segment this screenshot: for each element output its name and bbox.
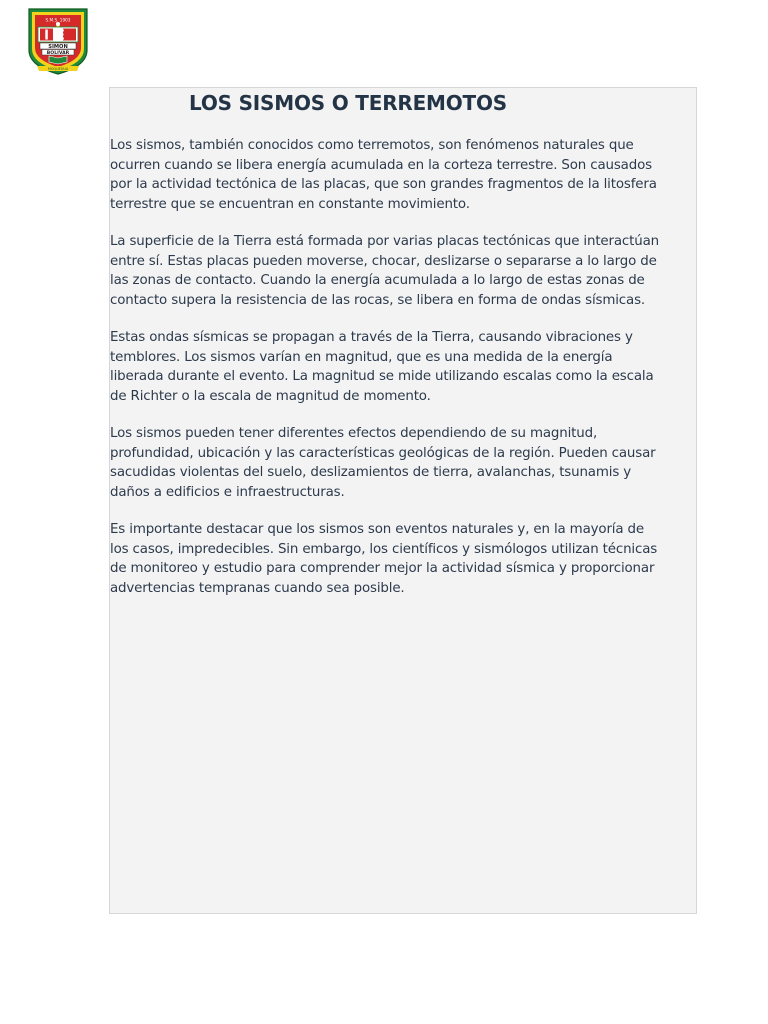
paragraph-1: Los sismos, también conocidos como terremotos, son fenómenos naturales que ocurren cuando se libera energía acumulada en la corteza terrestre. Son causados por la actividad tectónica de las placas, que son grandes fragmentos de la litosfera terrestre que se encuentran en constante movimiento. [110, 138, 657, 212]
paragraph-5: Es importante destacar que los sismos son eventos naturales y, en la mayoría de los casos, impredecibles. Sin embargo, los científicos y sismólogos utilizan técnicas de monitoreo y estudio para comprender mejor la actividad sísmica y proporcionar advertencias tempranas cuando sea posible. [110, 522, 658, 596]
paragraph-3: Estas ondas sísmicas se propagan a través de la Tierra, causando vibraciones y temblores. Los sismos varían en magnitud, que es una medida de la energía liberada durante el evento. La magnitud se mide utilizando escalas como la escala de Richter o la escala de magnitud de momento. [110, 330, 654, 404]
school-crest-logo [27, 6, 89, 76]
document-title: LOS SISMOS O TERREMOTOS [189, 91, 508, 115]
paragraph-4: Los sismos pueden tener diferentes efectos dependiendo de su magnitud, profundidad, ubicación y las características geológicas de la región. Pueden causar sacudidas violentas del suelo, deslizamientos de tierra, avalanchas, tsunamis y daños a edificios e infraestructuras. [110, 426, 656, 500]
crest-name-line1: SIMON [48, 43, 68, 50]
paragraph-2: La superficie de la Tierra está formada por varias placas tectónicas que interactúan entre sí. Estas placas pueden moverse, chocar, deslizarse o separarse a lo largo de las zonas de contacto. Cuando la energía acumulada a lo largo de estas zonas de contacto supera la resistencia de las rocas, se libera en forma de ondas sísmicas. [110, 234, 659, 308]
document-body [110, 136, 662, 616]
document-panel [109, 87, 697, 914]
crest-name-line2: BOLIVAR [46, 50, 70, 56]
crest-letters: IE [44, 28, 72, 44]
crest-bottom-text: MOQUEGUA [47, 67, 69, 71]
crest-top-text: S.M.S. 1903 [45, 17, 71, 23]
